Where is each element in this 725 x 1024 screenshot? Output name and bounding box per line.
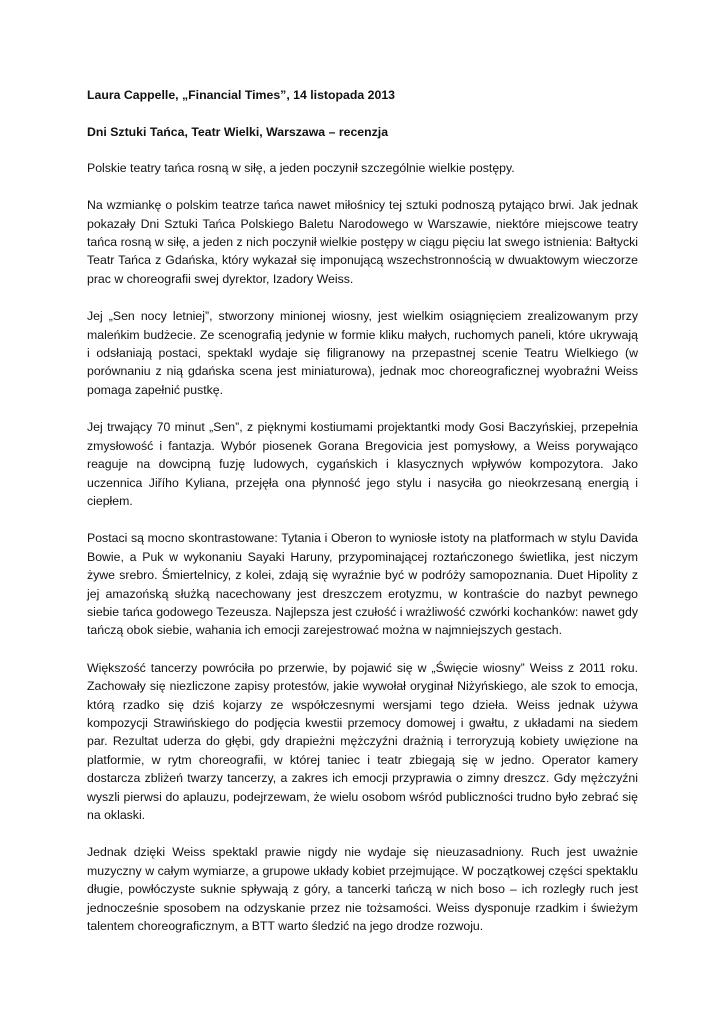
article-paragraph-2: Jej „Sen nocy letniej”, stworzony minionej wiosny, jest wielkim osiągnięciem zrealizowanym przy maleńkim budżecie. Ze scenografią jedynie w formie kliku małych, ruchomych paneli, które ukrywają i odsłaniają postaci, spektakl wydaje się filigranowy na przepastnej scenie Teatru Wielkiego (w porównaniu z nią gdańska scena jest miniaturowa), jednak moc choreograficznej wyobraźni Weiss pomaga zapełnić pustkę. <box>87 309 638 397</box>
article-paragraph-5: Większość tancerzy powróciła po przerwie, by pojawić się w „Święcie wiosny” Weiss z 2011 roku. Zachowały się niezliczone zapisy protestów, jakie wywołał oryginał Niżyńskiego, ale szok to emocja, którą rzadko się dziś kojarzy ze współczesnymi wersjami tego dzieła. Weiss jednak używa kompozycji Strawińskiego do podjęcia kwestii przemocy domowej i gwałtu, z układami na siedem par. Rezultat uderza do głębi, gdy drapieżni mężczyźni drażnią i terroryzują kobiety uwięzione na platformie, w rytm choreografii, w której taniec i teatr zbiegają się w jedno. Operator kamery dostarcza zbliżeń twarzy tancerzy, a zakres ich emocji przyprawia o zimny dreszcz. Gdy mężczyźni wyszli pierwsi do aplauzu, podejrzewam, że wielu osobom wśród publiczności trudno było zebrać się na oklaski. <box>87 660 638 822</box>
article-byline: Laura Cappelle, „Financial Times”, 14 listopada 2013 <box>87 88 395 102</box>
article-lead: Polskie teatry tańca rosną w siłę, a jeden poczynił szczególnie wielkie postępy. <box>87 160 515 175</box>
article-paragraph-6: Jednak dzięki Weiss spektakl prawie nigdy nie wydaje się nieuzasadniony. Ruch jest uważnie muzyczny w całym wymiarze, a grupowe układy kobiet przejmujące. W początkowej części spektaklu długie, powłóczyste suknie spływają z góry, a tancerki tańczą w nich boso – ich rozległy ruch jest jednocześnie sposobem na odzyskanie przez nie tożsamości. Weiss dysponuje rzadkim i świeżym talentem choreograficznym, a BTT warto śledzić na jego drodze rozwoju. <box>87 845 638 934</box>
article-headline: Dni Sztuki Tańca, Teatr Wielki, Warszawa – recenzja <box>87 125 389 140</box>
article-paragraph-1: Na wzmiankę o polskim teatrze tańca nawet miłośnicy tej sztuki podnoszą pytająco brwi. Jak jednak pokazały Dni Sztuki Tańca Polskiego Baletu Narodowego w Warszawie, niektóre miejscowe teatry tańca rosną w siłę, a jeden z nich poczynił wielkie postępy w ciągu pięciu lat swego istnienia: Bałtycki Teatr Tańca z Gdańska, który wykazał się imponującą wszechstronnością w dwuaktowym wieczorze prac w choreografii swej dyrektor, Izadory Weiss. <box>87 198 638 286</box>
article-paragraph-4: Postaci są mocno skontrastowane: Tytania i Oberon to wyniosłe istoty na platformach w stylu Davida Bowie, a Puk w wykonaniu Sayaki Haruny, przypominającej roztańczonego świetlika, jest niczym żywe srebro. Śmiertelnicy, z kolei, zdają się wyraźnie być w podróży samopoznania. Duet Hipolity z jej amazońską służką nacechowany jest dreszczem erotyzmu, w kontraście do nazbyt pewnego siebie tańca godowego Tezeusza. Najlepsza jest czułość i wrażliwość czwórki kochanków: nawet gdy tańczą obok siebie, wahania ich emocji zarejestrować można w najmniejszych gestach. <box>87 531 638 638</box>
article-body <box>87 86 638 935</box>
article-paragraph-3: Jej trwający 70 minut „Sen”, z pięknymi kostiumami projektantki mody Gosi Baczyńskiej, przepełnia zmysłowość i fantazja. Wybór piosenek Gorana Bregovicia jest pomysłowy, a Weiss porywająco reaguje na dowcipną fuzję ludowych, cygańskich i klasycznych wpływów kompozytora. Jako uczennica Jiřího Kyliana, przejęła ona płynność jego stylu i nasyciła go nieokrzesaną energią i ciepłem. <box>87 420 638 508</box>
